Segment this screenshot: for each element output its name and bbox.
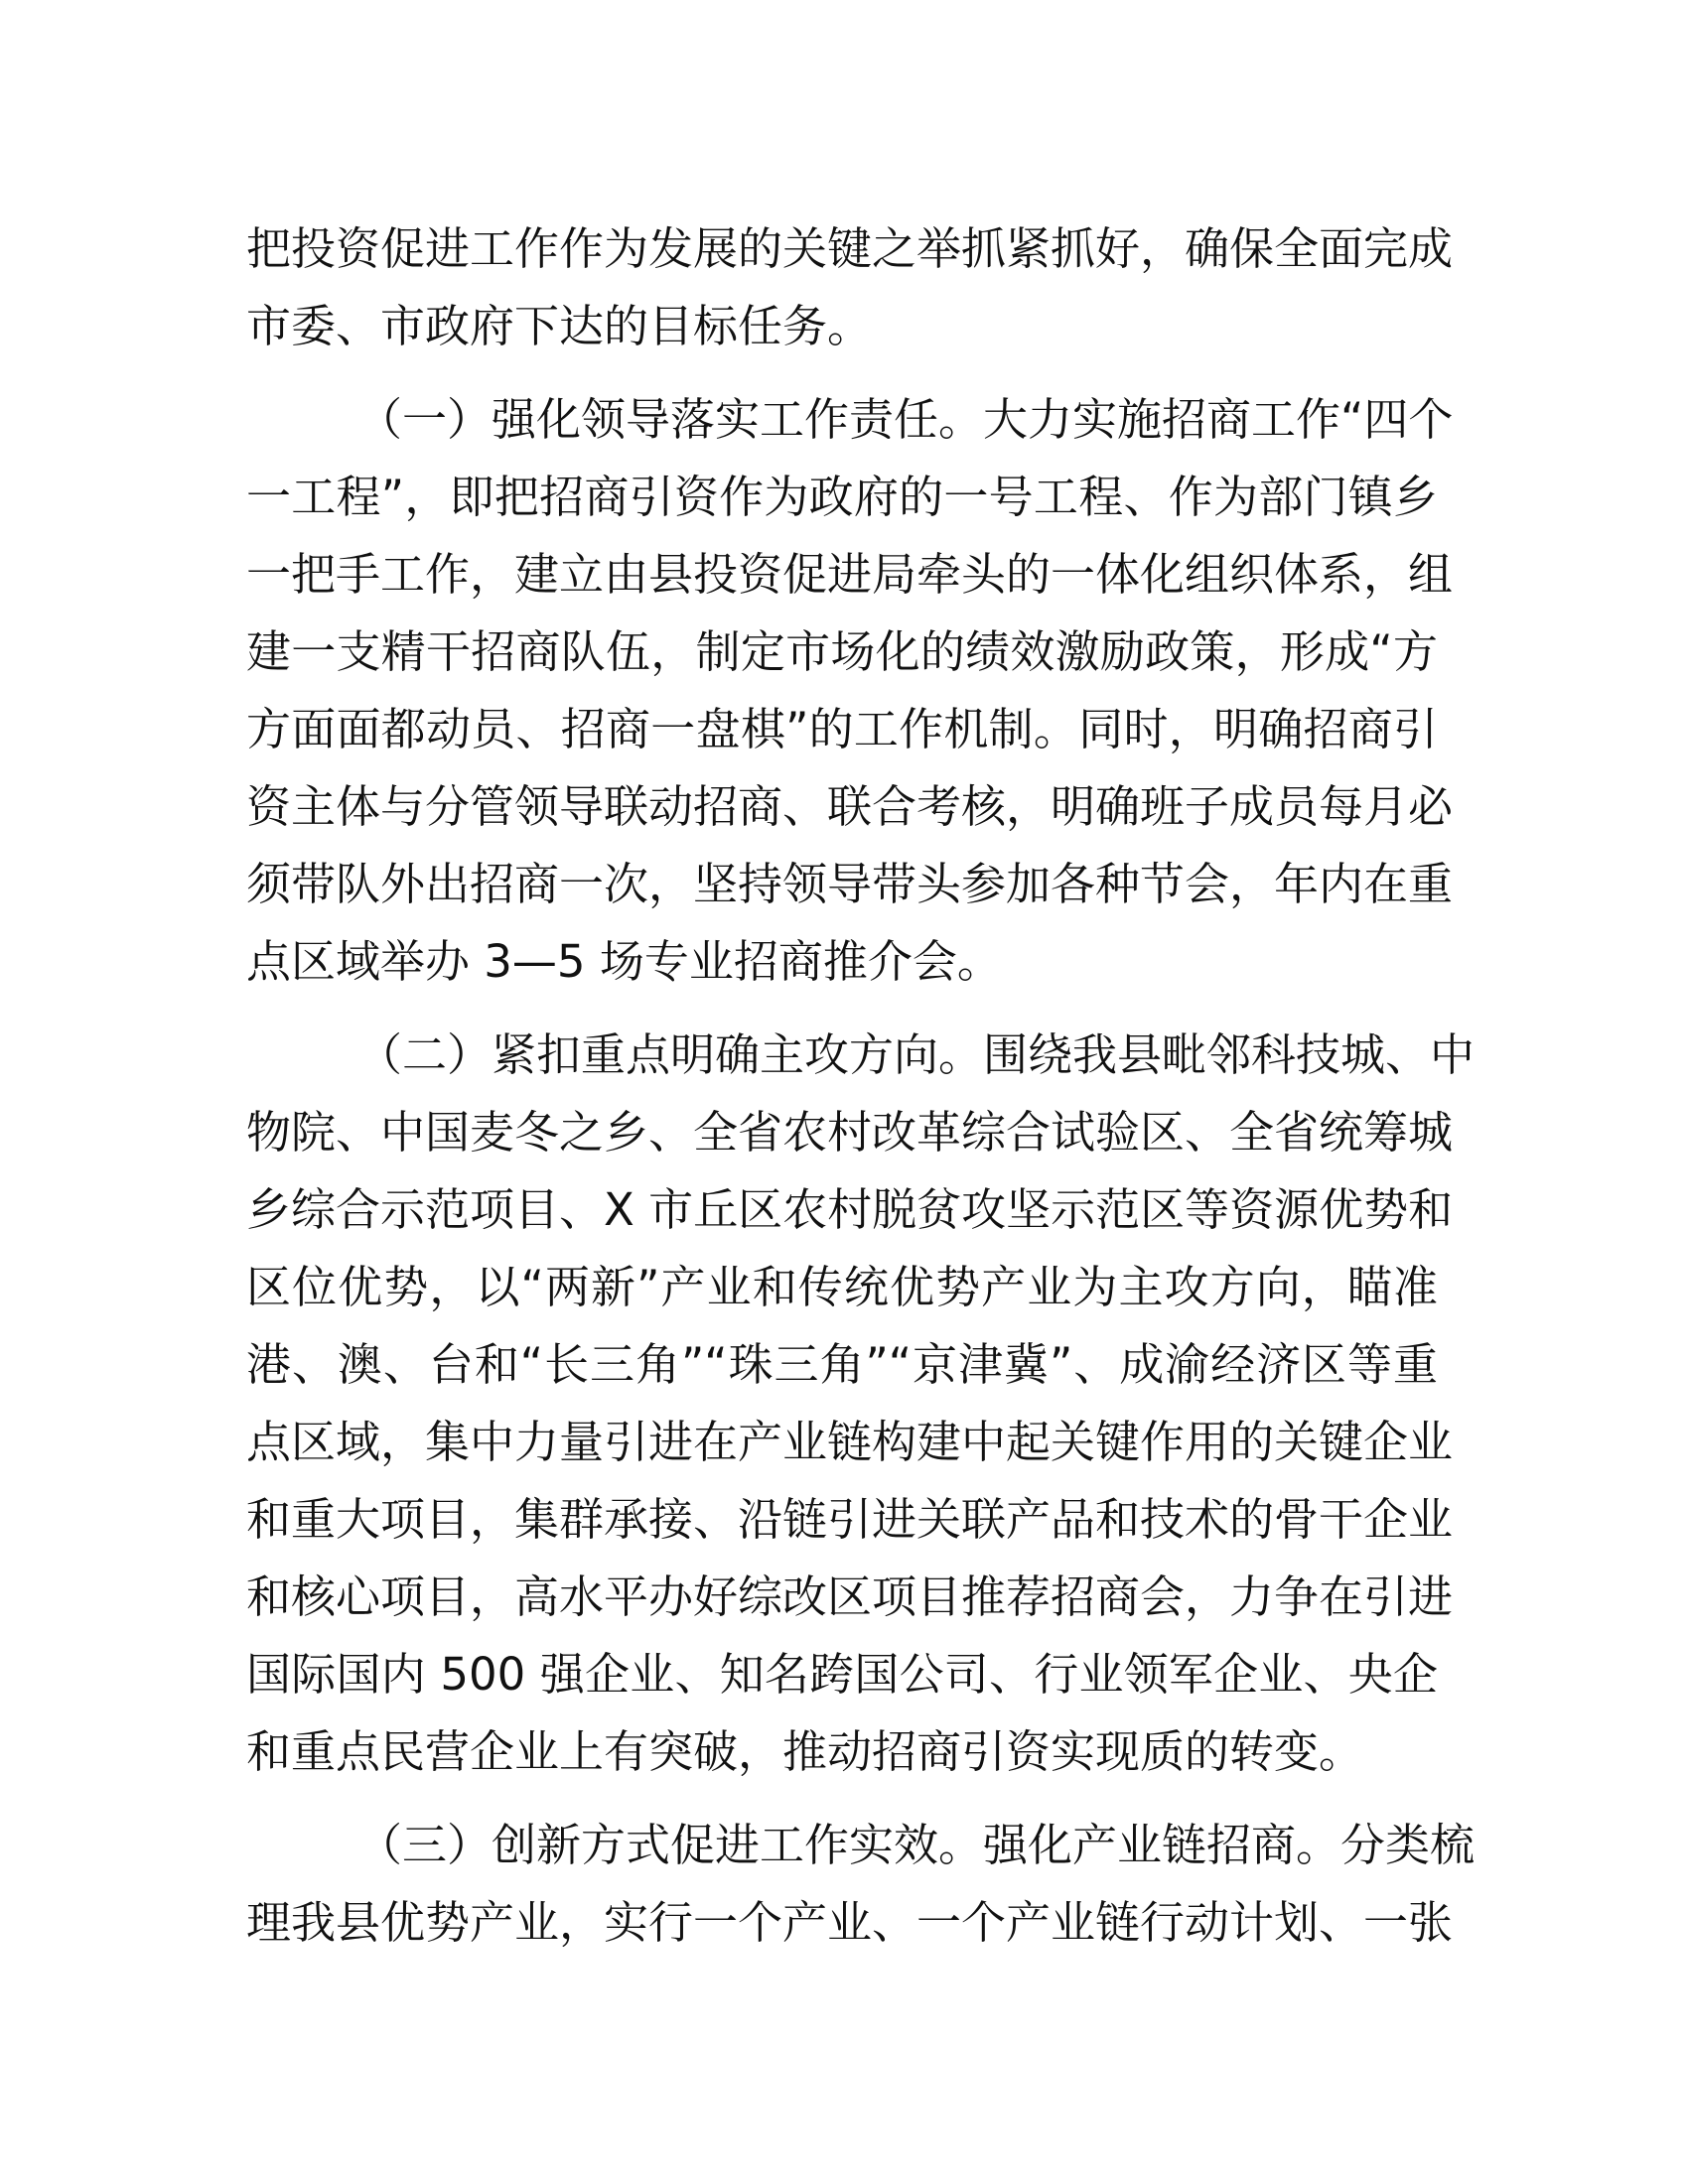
text-line: 和重大项目，集群承接、沿链引进关联产品和技术的骨干企业 bbox=[246, 1493, 1454, 1546]
text-line: 国际国内 500 强企业、知名跨国公司、行业领军企业、央企 bbox=[246, 1648, 1438, 1701]
text-line: 港、澳、台和“长三角”“珠三角”“京津冀”、成渝经济区等重 bbox=[246, 1338, 1438, 1391]
document-body bbox=[246, 210, 1476, 1962]
text-line: 把投资促进工作作为发展的关键之举抓紧抓好，确保全面完成 bbox=[246, 222, 1454, 275]
text-line: 市委、市政府下达的目标任务。 bbox=[246, 300, 873, 352]
text-line: 点区域举办 3—5 场专业招商推介会。 bbox=[246, 935, 1002, 988]
text-line: 资主体与分管领导联动招商、联合考核，明确班子成员每月必 bbox=[246, 780, 1454, 833]
text-line: 理我县优势产业，实行一个产业、一个产业链行动计划、一张 bbox=[246, 1896, 1454, 1949]
text-line: 一工程”，即把招商引资作为政府的一号工程、作为部门镇乡 bbox=[246, 471, 1438, 523]
text-line: 一把手工作，建立由县投资促进局牵头的一体化组织体系，组 bbox=[246, 548, 1454, 601]
section-heading-line: （一）强化领导落实工作责任。大力实施招商工作“四个 bbox=[357, 393, 1454, 446]
paragraph-section-1 bbox=[246, 381, 1454, 1001]
section-heading-line: （二）紧扣重点明确主攻方向。围绕我县毗邻科技城、中 bbox=[357, 1028, 1476, 1081]
text-line: 点区域，集中力量引进在产业链构建中起关键作用的关键企业 bbox=[246, 1416, 1454, 1468]
paragraph-section-3 bbox=[246, 1807, 1476, 1962]
text-line: 方面面都动员、招商一盘棋”的工作机制。同时，明确招商引 bbox=[246, 703, 1438, 755]
text-line: 区位优势，以“两新”产业和传统优势产业为主攻方向，瞄准 bbox=[246, 1261, 1438, 1313]
paragraph-section-2 bbox=[246, 1017, 1476, 1791]
text-line: 和重点民营企业上有突破，推动招商引资实现质的转变。 bbox=[246, 1725, 1364, 1778]
text-line: 乡综合示范项目、X 市丘区农村脱贫攻坚示范区等资源优势和 bbox=[246, 1183, 1454, 1236]
text-line: 物院、中国麦冬之乡、全省农村改革综合试验区、全省统筹城 bbox=[246, 1106, 1454, 1159]
text-line: 须带队外出招商一次，坚持领导带头参加各种节会，年内在重 bbox=[246, 858, 1454, 910]
text-line: 和核心项目，高水平办好综改区项目推荐招商会，力争在引进 bbox=[246, 1570, 1454, 1623]
paragraph-intro bbox=[246, 210, 1454, 365]
section-heading-line: （三）创新方式促进工作实效。强化产业链招商。分类梳 bbox=[357, 1819, 1476, 1871]
text-line: 建一支精干招商队伍，制定市场化的绩效激励政策，形成“方 bbox=[246, 625, 1438, 678]
